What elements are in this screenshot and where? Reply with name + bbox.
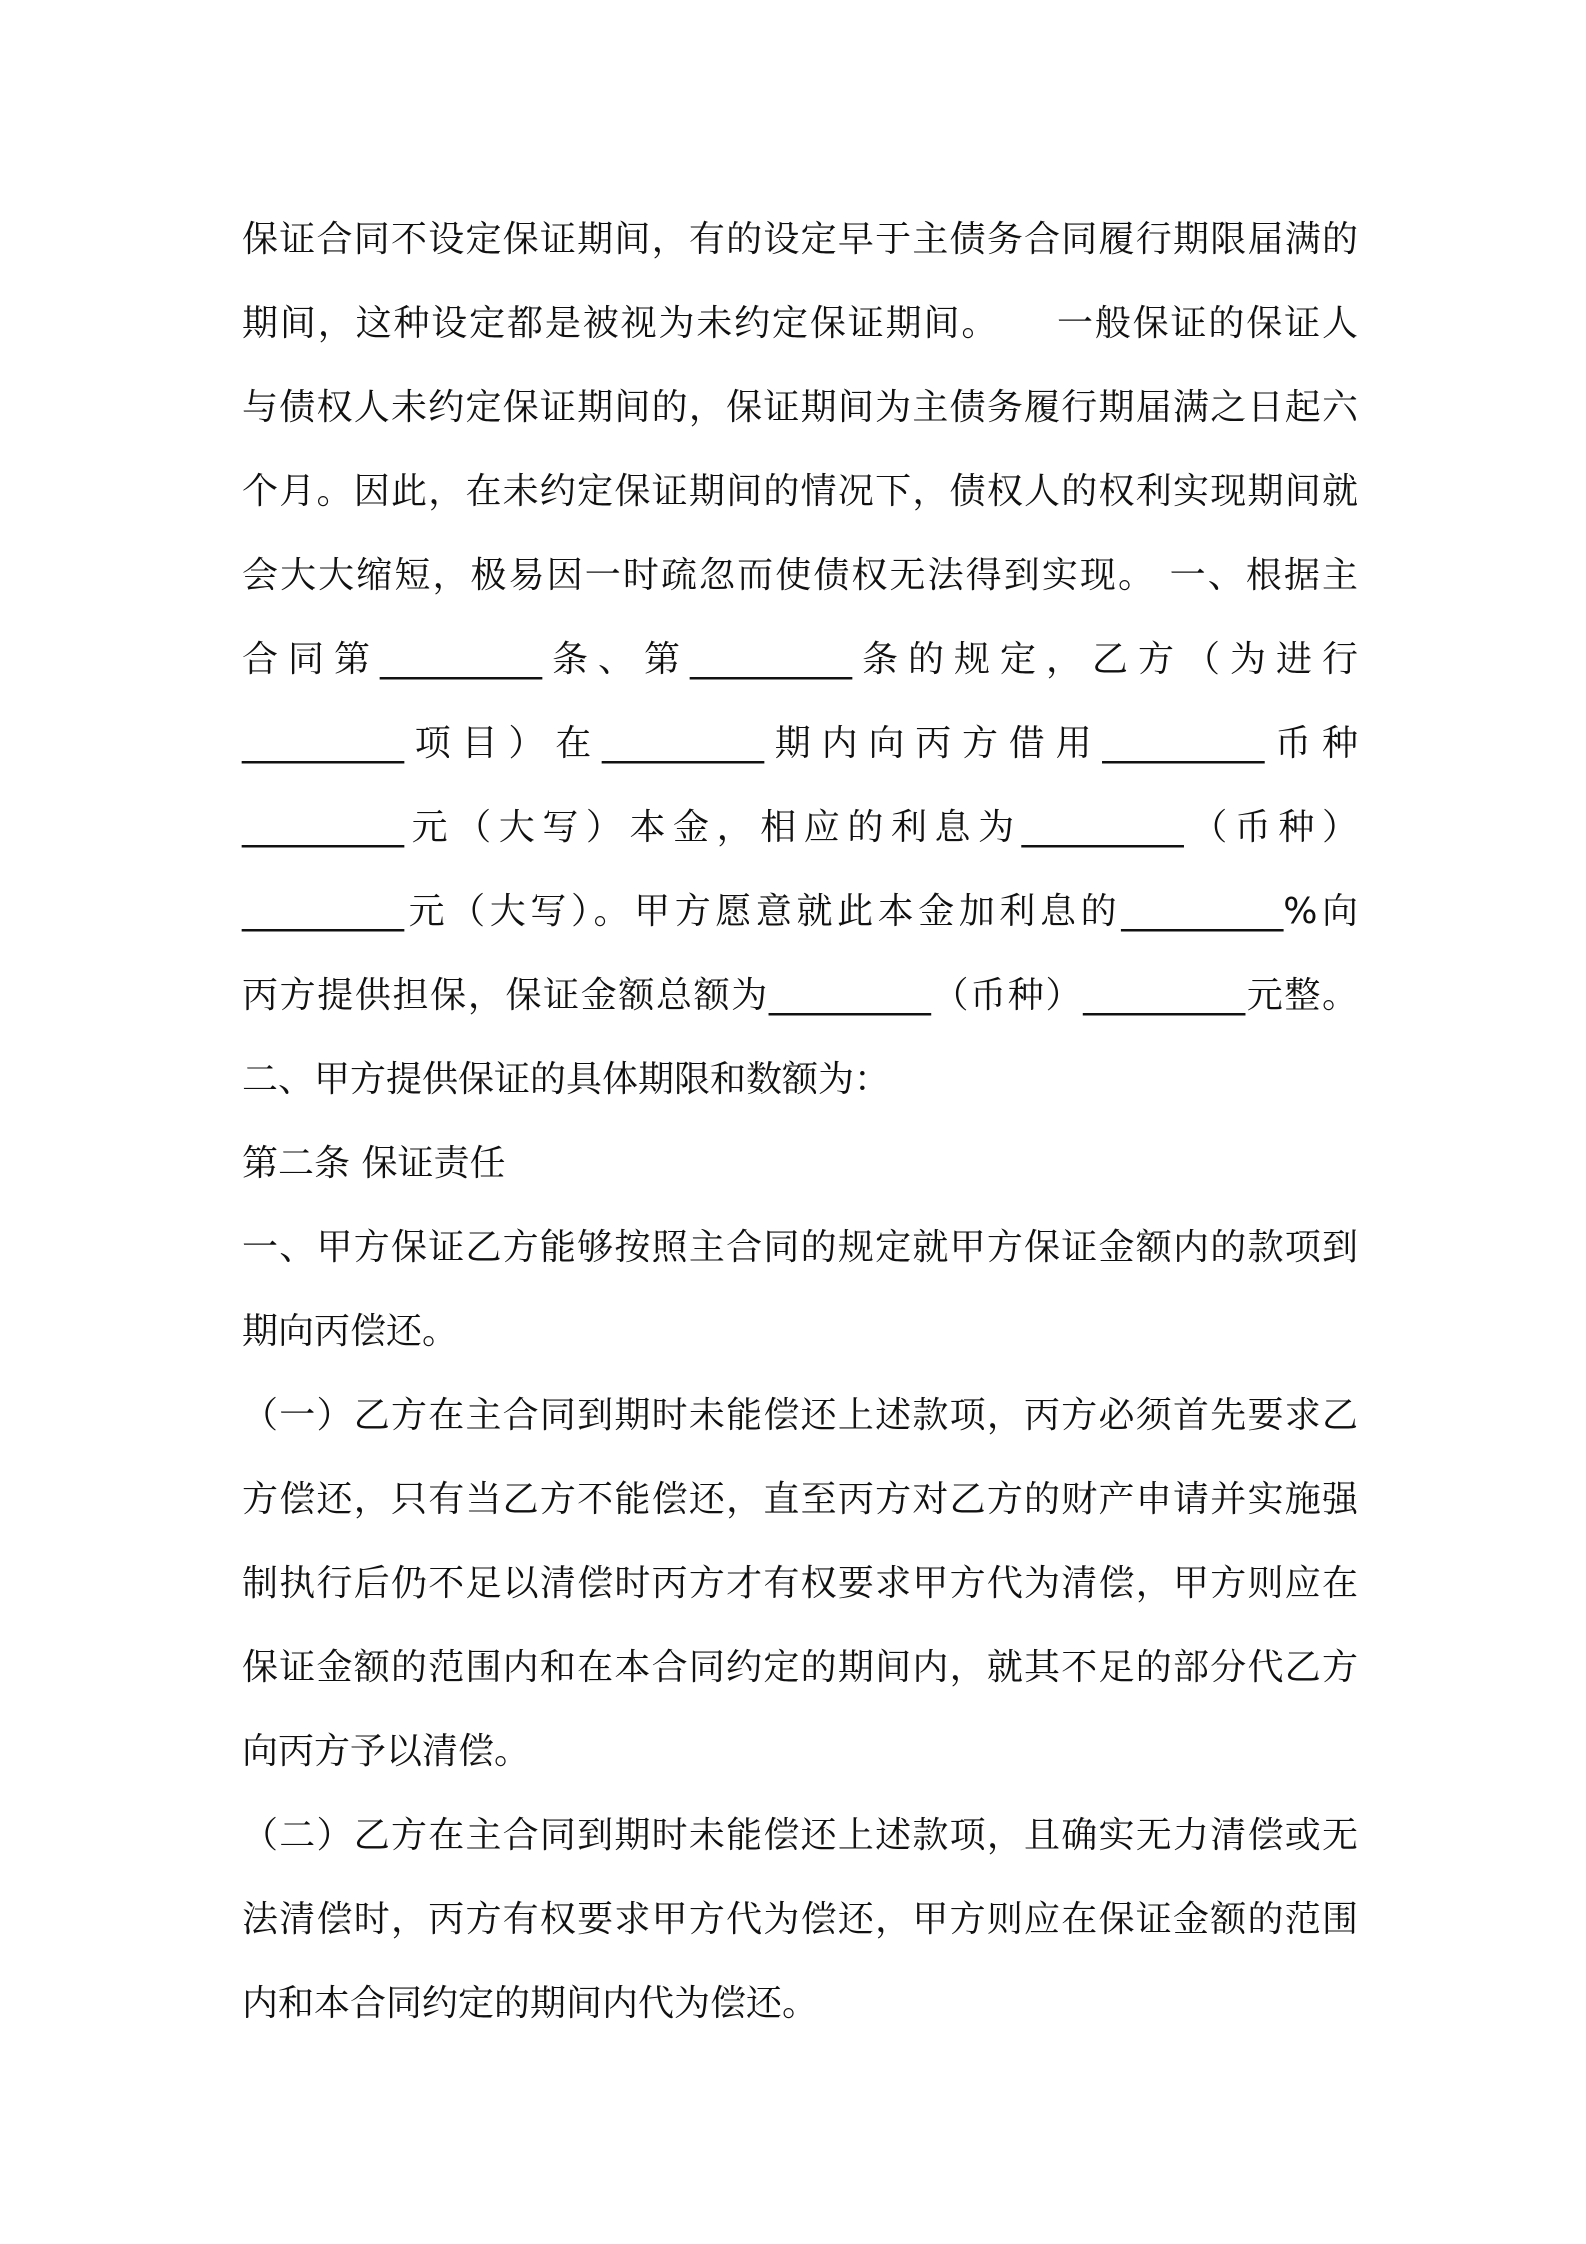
article-heading: 第二条 保证责任 — [242, 1143, 506, 1184]
text-line: 与债权人未约定保证期间的，保证期间为主债务履行期届满之日起六 — [242, 387, 1358, 428]
text-line: 制执行后仍不足以清偿时丙方才有权要求甲方代为清偿，甲方则应在 — [242, 1563, 1358, 1604]
text-line: 法清偿时，丙方有权要求甲方代为偿还，甲方则应在保证金额的范围 — [242, 1899, 1358, 1940]
section-heading: 二、甲方提供保证的具体期限和数额为： — [242, 1059, 891, 1100]
text-line: 丙方提供担保，保证金额总额为_________（币种）_________元整。 — [242, 975, 1358, 1016]
text-line: _________元（大写）本金，相应的利息为_________（币种） — [242, 807, 1358, 848]
document-body — [242, 198, 1358, 2046]
text-line: （二）乙方在主合同到期时未能偿还上述款项，且确实无力清偿或无 — [242, 1815, 1358, 1856]
text-line: 一、甲方保证乙方能够按照主合同的规定就甲方保证金额内的款项到 — [242, 1227, 1358, 1268]
text-line: _________项目）在_________期内向丙方借用_________币种 — [242, 723, 1358, 764]
text-line: 保证合同不设定保证期间，有的设定早于主债务合同履行期限届满的 — [242, 219, 1358, 260]
text-line: 期向丙偿还。 — [242, 1311, 459, 1352]
text-line: 合同第_________条、第_________条的规定，乙方（为进行 — [242, 639, 1358, 680]
text-line: 向丙方予以清偿。 — [242, 1731, 531, 1772]
text-line: _________元（大写）。甲方愿意就此本金加利息的_________%向 — [242, 891, 1358, 932]
text-line: 期间，这种设定都是被视为未约定保证期间。 一般保证的保证人 — [242, 303, 1358, 344]
text-line: 方偿还，只有当乙方不能偿还，直至丙方对乙方的财产申请并实施强 — [242, 1479, 1358, 1520]
text-line: 会大大缩短，极易因一时疏忽而使债权无法得到实现。 一、根据主 — [242, 555, 1358, 596]
text-line: 内和本合同约定的期间内代为偿还。 — [242, 1983, 819, 2024]
text-line: （一）乙方在主合同到期时未能偿还上述款项，丙方必须首先要求乙 — [242, 1395, 1358, 1436]
text-line: 个月。因此，在未约定保证期间的情况下，债权人的权利实现期间就 — [242, 471, 1358, 512]
text-line: 保证金额的范围内和在本合同约定的期间内，就其不足的部分代乙方 — [242, 1647, 1358, 1688]
